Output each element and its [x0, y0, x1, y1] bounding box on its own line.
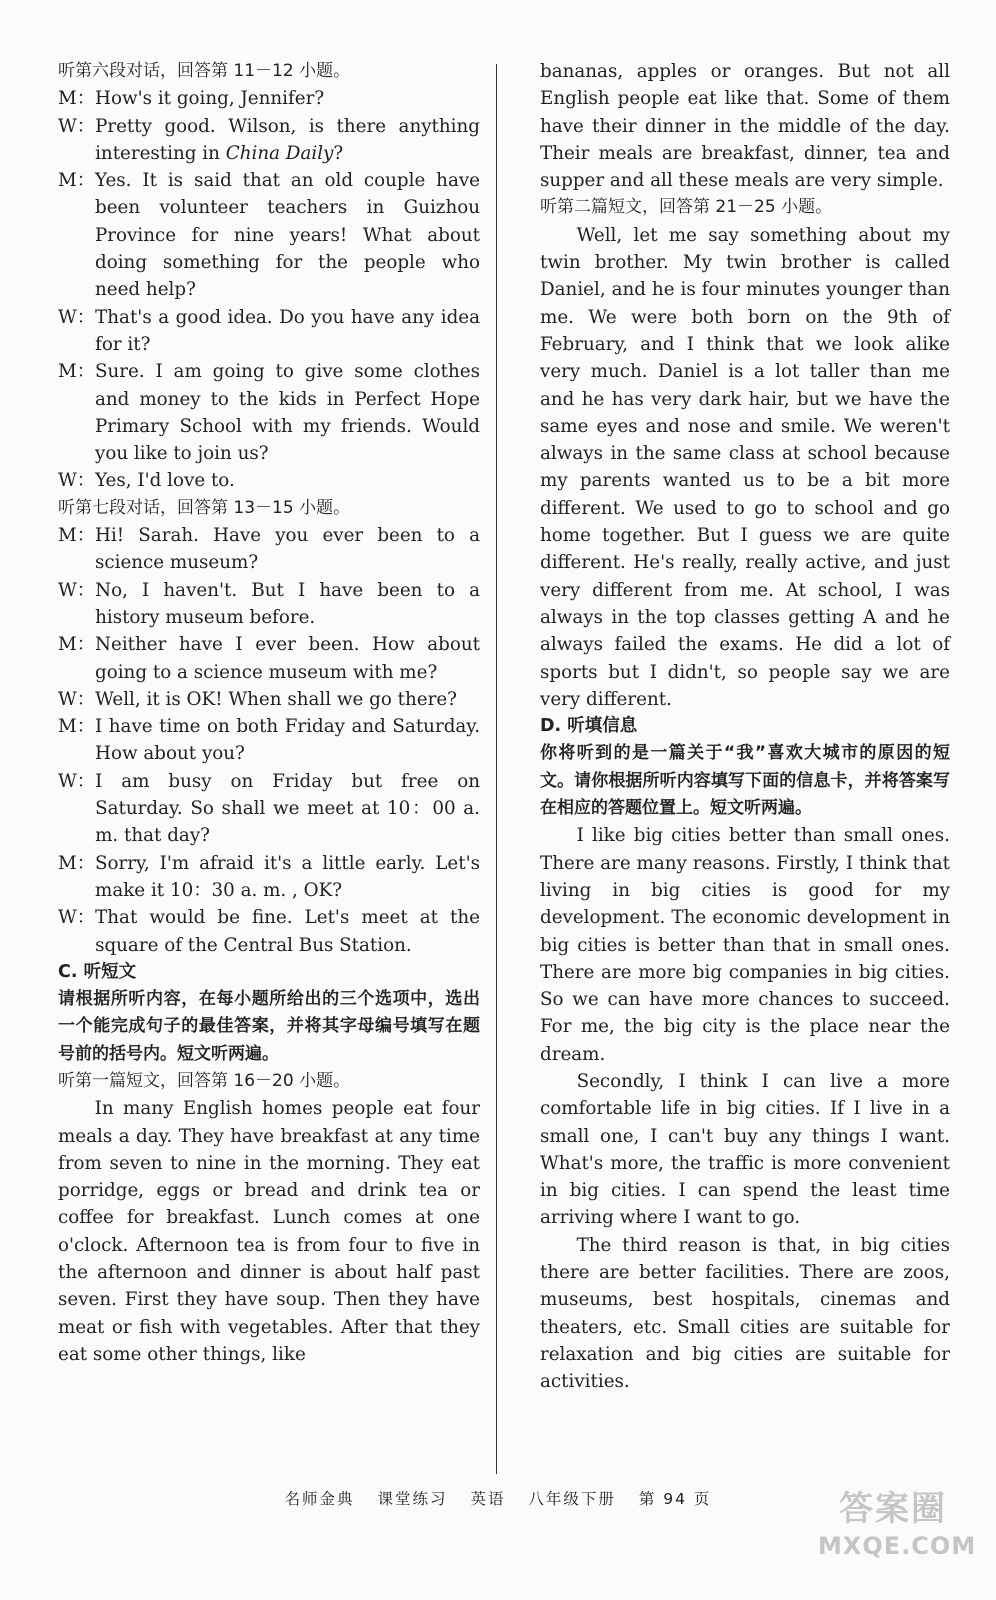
speaker-label: W： [58, 579, 96, 601]
speaker-label: W： [58, 907, 96, 929]
dialog-line [58, 167, 480, 303]
passage-d-paragraph-3: The third reason is that, in big cities there are better facilities. There are zoos, museums, best hospitals, cinemas and theaters, etc. Small cities are suitable for relaxation and big cities are suitable for activities. [540, 1234, 950, 1393]
speaker-label: W： [58, 688, 96, 710]
utterance: Sure. I am going to give some clothes and money to the kids in Perfect Hope Primary School with my friends. Would you like to join us? [95, 361, 480, 465]
section-c-instructions: 请根据所听内容，在每小题所给出的三个选项中，选出一个能完成句子的最佳答案，并将其字母编号填写在题号前的括号内。短文听两遍。 [58, 989, 480, 1064]
dialog-line [58, 631, 480, 686]
speaker-label: M： [58, 361, 95, 383]
passage1-continued: bananas, apples or oranges. But not all English people eat like that. Some of them have their dinner in the middle of the day. Their meals are breakfast, dinner, tea and supper and all these meals are very simple. [540, 61, 950, 192]
left-column [58, 58, 480, 1368]
footer-grade: 八年级下册 [528, 1490, 616, 1508]
dialog-line [58, 686, 480, 713]
watermark-logo [818, 1486, 977, 1572]
section-c-title: C. 听短文 [58, 961, 137, 982]
watermark-bottom-text: MXQE.COM [818, 1532, 977, 1560]
utterance: Yes. It is said that an old couple have been volunteer teachers in Guizhou Province for nine years! What about doing something for the people who need help? [95, 170, 480, 301]
dialog-line [58, 304, 480, 359]
utterance: Yes, I'd love to. [95, 470, 235, 492]
utterance: How's it going, Jennifer? [95, 88, 325, 110]
speaker-label: M： [58, 525, 95, 547]
section-d-instructions: 你将听到的是一篇关于“我”喜欢大城市的原因的短文。请你根据所听内容填写下面的信息卡，并将答案写在相应的答题位置上。短文听两遍。 [540, 743, 950, 819]
dialog-line [58, 358, 480, 467]
speaker-label: W： [58, 306, 96, 328]
speaker-label: M： [58, 170, 95, 192]
utterance-part: ? [333, 142, 344, 164]
footer-brand: 名师金典 [284, 1490, 355, 1508]
dialog7 [58, 522, 480, 959]
dialog-line [58, 467, 480, 494]
passage2-heading: 听第二篇短文，回答第 21－25 小题。 [540, 197, 833, 218]
section-d-title: D. 听填信息 [540, 716, 638, 737]
speaker-label: W： [58, 770, 96, 792]
utterance: I am busy on Friday but free on Saturday. So shall we meet at 10：00 a. m. that day? [95, 770, 480, 847]
speaker-label: M： [58, 634, 95, 656]
dialog6-heading: 听第六段对话，回答第 11－12 小题。 [58, 61, 351, 81]
passage1-heading: 听第一篇短文，回答第 16－20 小题。 [58, 1070, 351, 1091]
utterance: That's a good idea. Do you have any idea for it? [95, 306, 480, 355]
speaker-label: M： [58, 716, 95, 738]
footer-page-number: 第 94 页 [638, 1490, 712, 1508]
utterance: I have time on both Friday and Saturday. How about you? [95, 716, 480, 765]
passage2-text: Well, let me say something about my twin brother. My twin brother is called Daniel, and he is four minutes younger than me. We were both born on the 9th of February, and I think that we look alike very much. Daniel is a lot taller than me and he has very dark hair, but we have the same eyes and nose and smile. We weren't always in the same class at school because my parents wanted us to be a bit more different. We used to go to school and go home together. But I guess we are quite different. He's really, really active, and just very different from me. At school, I was always in the top classes getting A and he always failed the exams. He did a lot of sports but I didn't, so people say we are very different. [540, 224, 950, 710]
dialog-line [58, 904, 480, 959]
dialog7-heading: 听第七段对话，回答第 13－15 小题。 [58, 497, 351, 518]
utterance-part: Pretty good. Wilson, is there anything interesting in [95, 115, 480, 164]
speaker-label: W： [58, 470, 96, 492]
dialog-line [58, 850, 480, 905]
dialog-line [58, 768, 480, 850]
dialog-line [58, 113, 480, 168]
passage-d-paragraph-1: I like big cities better than small ones. There are many reasons. Firstly, I think that living in big cities is good for my development. The economic development in big cities is better than that in small ones. There are more big companies in big cities. So we can have more chances to succeed. For me, the big city is the place near the dream. [540, 825, 950, 1065]
utterance: Hi! Sarah. Have you ever been to a science museum? [95, 525, 480, 574]
watermark-top-text: 答案圈 [839, 1489, 947, 1529]
newspaper-title: China Daily [225, 142, 334, 164]
dialog-line [58, 577, 480, 632]
dialog6 [58, 85, 480, 494]
right-column [540, 58, 950, 1396]
dialog-line [58, 522, 480, 577]
footer-series: 课堂练习 [377, 1490, 448, 1508]
dialog-line [58, 85, 480, 112]
utterance: That would be fine. Let's meet at the square of the Central Bus Station. [95, 907, 480, 956]
utterance: No, I haven't. But I have been to a history museum before. [95, 579, 480, 628]
utterance: Well, it is OK! When shall we go there? [95, 688, 457, 710]
utterance: Sorry, I'm afraid it's a little early. Let's make it 10：30 a. m. , OK? [95, 852, 480, 901]
footer-subject: 英语 [470, 1490, 506, 1508]
speaker-label: M： [58, 88, 95, 110]
utterance [95, 113, 480, 168]
passage1-text: In many English homes people eat four meals a day. They have breakfast at any time from seven to nine in the morning. They eat porridge, eggs or bread and drink tea or coffee for breakfast. Lunch comes at one o'clock. Afternoon tea is from four to five in the afternoon and dinner is about half past seven. First they have soup. Then they have meat or fish with vegetables. After that they eat some other things, like [58, 1098, 480, 1365]
speaker-label: M： [58, 852, 95, 874]
passage-d-paragraph-2: Secondly, I think I can live a more comfortable life in big cities. If I live in a small one, I can't buy any things I want. What's more, the traffic is more convenient in big cities. I can spend the least time arriving where I want to go. [540, 1070, 950, 1229]
speaker-label: W： [58, 115, 96, 137]
utterance: Neither have I ever been. How about going to a science museum with me? [95, 634, 480, 683]
dialog-line [58, 713, 480, 768]
column-divider [496, 64, 497, 1474]
